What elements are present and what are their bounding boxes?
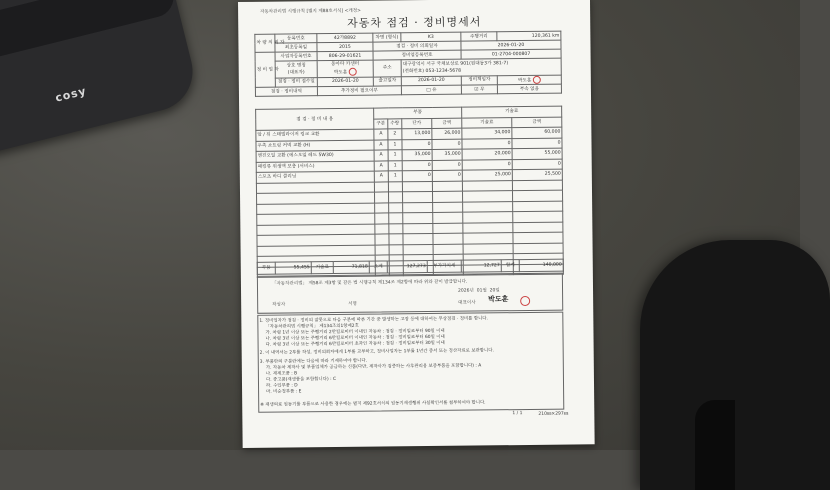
model-value: K3 — [401, 32, 461, 42]
note-1-ref: 「자동차관리법 시행규칙」 제134조의1항제2호 — [265, 323, 359, 330]
bizno-value: 806-29-01621 — [317, 51, 373, 61]
model-label: 차명 (형식) — [373, 33, 401, 42]
table-row: 패킹류 위생액 보충 (서비스) A 1 0 0 0 0 — [256, 159, 562, 173]
warranty-opt1: 추가정비 필요여부 — [317, 86, 401, 96]
shop-name-value: 동아타 카센터 박도훈 — [317, 60, 373, 77]
year-label: 최초등록일 — [275, 43, 317, 52]
grand-total-value: 140,000 — [519, 259, 563, 271]
bizno-label: 사업자등록번호 — [275, 52, 317, 61]
table-row: 엔진오일 교환 (에스오일 레드 5W30) A 1 35,000 35,000 20,000 55,000 — [256, 148, 562, 162]
parts-total-value: 55,455 — [275, 262, 311, 274]
vat-label: 부가가치세 — [427, 260, 461, 272]
writer-label: 작성자 — [272, 302, 286, 308]
document-sheet — [238, 0, 595, 448]
labor-total-value: 71,818 — [333, 261, 369, 273]
col-qty: 수량 — [388, 118, 402, 129]
accept-value: 2026-01-20 — [317, 77, 373, 87]
seal-stamp — [349, 68, 357, 76]
owner-label: 차 량 의 뢰 자 — [255, 34, 275, 52]
mileage-label: 주행거리 — [461, 32, 497, 41]
note-1-c: 다. 차령 3년 이상 또는 주행거리 6만킬로미터 초과인 자동차 : 점검 · 정비일로부터 30일 이내 — [265, 340, 445, 348]
note-1-a: 가. 차령 1년 이상 또는 주행거리 2만킬로미터 이내인 자동차 : 점검 · 정비일로부터 90일 이내 — [265, 328, 445, 336]
out-value: 2026-01-20 — [401, 76, 461, 86]
rep-label: 대표이사 — [458, 300, 476, 306]
addr-value: 대구광역시 서구 국채보상로 901(원대동3가 381-7) (전화번호) 053-1234-5678 — [401, 58, 561, 76]
note-3: 3. 부품란의 구분란에는 다음에 따라 기재하여야 합니다. — [259, 358, 368, 365]
mgr-label: 정비책임자 — [461, 75, 497, 85]
mgr-value: 박도훈 — [497, 75, 561, 85]
rep-signature: 박도훈 — [488, 295, 509, 304]
items-table — [255, 106, 564, 278]
note-3-e: 마. 비순정부품 : E — [266, 389, 302, 395]
sign-date: 2026년 01월 20일 — [458, 288, 500, 294]
col-labor: 기술료 — [462, 117, 512, 128]
col-unit: 단가 — [402, 118, 432, 129]
request-date-label: 점검 · 정비 의뢰일자 — [373, 41, 461, 51]
name-label: 상호 명칭 (대표자) — [275, 61, 317, 78]
document-title: 자동차 점검 · 정비명세서 — [347, 15, 482, 30]
info-table — [254, 31, 562, 97]
note-2: 2. 이 내역서는 2부를 작성, 정비의뢰자에게 1부를 교부하고, 정비사업자는 1부를 1년간 증서 또는 정산자료로 보관합니다. — [259, 348, 494, 356]
col-cls: 구분 — [374, 118, 388, 129]
license-value: 01-2704-000807 — [461, 49, 561, 59]
col-desc: 점 검 · 정 비 내 용 — [256, 108, 374, 130]
reg-no-label: 등록번호 — [275, 34, 317, 43]
parts-total-label: 부품 — [257, 262, 275, 274]
table-row: 스포츠 바디 클리닝 A 1 0 0 25,000 25,500 — [256, 169, 562, 183]
shop-label: 정 비 업 자 — [255, 52, 275, 87]
note-1-b: 나. 차령 3년 이상 또는 주행거리 6만킬로미터 이내인 자동차 : 점검 · 정비일로부터 60일 이내 — [265, 334, 445, 342]
page-number: 1 / 1 — [512, 411, 523, 417]
warranty-opt4: 부속 없음 — [497, 84, 561, 94]
note-3-a: 가. 자동차 제작사 및 부품업체가 공급하는 신품(다만, 제작사가 검증하는 사후관리용 보증부품을 포함합니다) : A — [265, 363, 482, 371]
writer-sign: 서명 — [348, 301, 357, 307]
dark-object — [640, 240, 830, 490]
mileage-value: 120,361 km — [497, 31, 561, 41]
certification-box — [257, 273, 563, 314]
col-parts-group: 부품 — [374, 107, 462, 118]
warranty-opt3: ☑ 무 — [461, 85, 497, 94]
col-amt: 금액 — [432, 118, 462, 129]
paper-size: 210㎜×297㎜ — [538, 411, 569, 417]
subtotal-value: 127,273 — [387, 261, 427, 273]
table-row: 우측 쇼트링 커넥 교환 (H) A 1 0 0 0 0 — [256, 138, 562, 152]
col-total: 금액 — [512, 117, 562, 128]
license-label: 정비업등록번호 — [373, 50, 461, 60]
request-date-value: 2026-01-20 — [461, 40, 561, 50]
table-row: 앞 / 뒤 스태빌라이저 링크 교환 A 2 13,000 26,000 34,000 60,000 — [256, 127, 562, 141]
grand-total-label: 합계 — [501, 260, 519, 272]
note-3-c: 다. 중고품(재생품을 포함합니다) : C — [265, 376, 337, 383]
pad-brand-logo: cosy — [53, 84, 88, 105]
labor-total-label: 기술료 — [311, 262, 333, 274]
year-value: 2015 — [317, 42, 373, 52]
out-label: 출고일자 — [373, 76, 401, 86]
addr-label: 주소 — [373, 60, 401, 77]
col-labor-group: 기술료 — [462, 106, 562, 118]
cert-text: 「자동차관리법」 제58조 제3항 및 같은 법 시행규칙 제134조 제2항에 따라 위와 같이 발급합니다. — [271, 279, 468, 287]
note-3-b: 나. 재제조품 : B — [265, 371, 298, 377]
warranty-opt2: □ 유 — [401, 85, 461, 95]
note-3-d: 라. 수입부품 : D — [265, 383, 298, 389]
warranty-label: 점검 · 정비내역 — [255, 87, 317, 97]
form-header: 자동차관리법 시행규칙 [별지 제88호서식] <개정> — [260, 8, 361, 15]
subtotal-label: 소계 — [369, 261, 387, 273]
note-1: 1. 정비업자가 점검 · 정비의 잘못으로 다음 구분에 따른 기간 중 발생하는 고장 등에 대하여는 무상점검 · 정비를 합니다. — [259, 316, 488, 324]
accept-label: 점검 · 정비 접수일 — [275, 77, 317, 87]
rep-seal — [520, 296, 530, 306]
footer-note: ※ 재생의료 원동기를 부품으로 사용한 경우에는 별지 제92호서식의 원동기재생행위 사실확인서를 첨부하여야 합니다. — [260, 400, 486, 408]
reg-no-value: 42가8892 — [317, 33, 373, 43]
mgr-stamp — [533, 75, 541, 83]
vat-value: 12,727 — [461, 260, 501, 272]
